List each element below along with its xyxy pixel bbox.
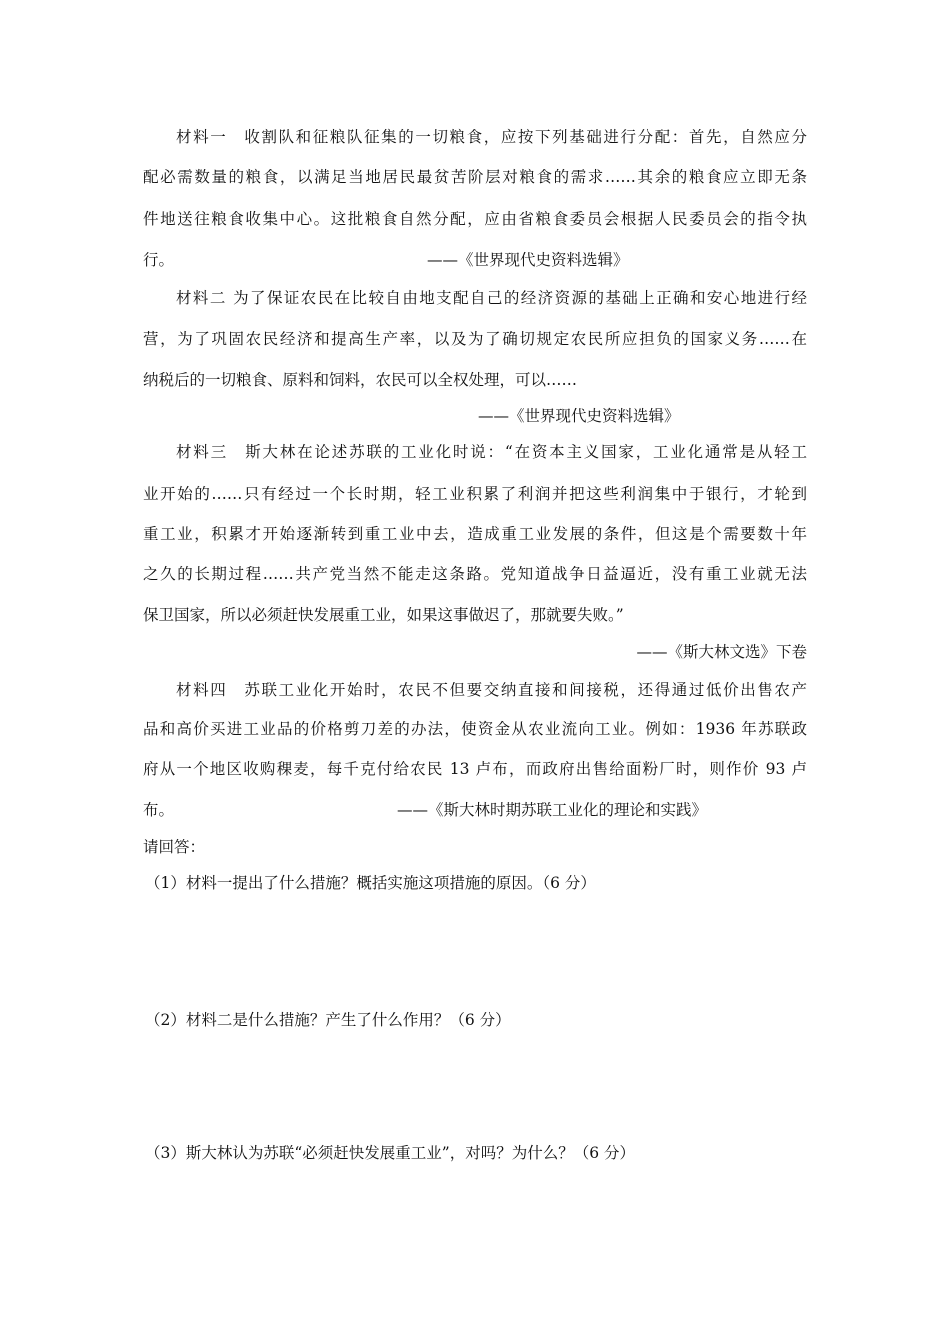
material-2-line-2: 营，为了巩固农民经济和提高生产率，以及为了确切规定农民所应担负的国家义务……在 — [143, 330, 807, 348]
material-4-line-1: 材料四 苏联工业化开始时，农民不但要交纳直接和间接税，还得通过低价出售农产 — [176, 681, 807, 699]
material-4-line-4: 布。 — [143, 801, 175, 819]
material-4-line-3: 府从一个地区收购稞麦，每千克付给农民 13 卢布，而政府出售给面粉厂时，则作价 93 卢 — [143, 760, 807, 778]
material-3-source: ——《斯大林文选》下卷 — [636, 643, 807, 661]
material-4-source: ——《斯大林时期苏联工业化的理论和实践》 — [397, 801, 708, 819]
material-2-line-1: 材料二 为了保证农民在比较自由地支配自己的经济资源的基础上正确和安心地进行经 — [176, 289, 807, 307]
material-4-line-2: 品和高价买进工业品的价格剪刀差的办法，使资金从农业流向工业。例如：1936 年苏联政 — [143, 720, 807, 738]
material-3-line-4: 之久的长期过程……共产党当然不能走这条路。党知道战争日益逼近，没有重工业就无法 — [143, 565, 807, 583]
material-1-line-2: 配必需数量的粮食，以满足当地居民最贫苦阶层对粮食的需求……其余的粮食应立即无条 — [143, 168, 807, 186]
material-2-source: ——《世界现代史资料选辑》 — [478, 407, 680, 425]
material-3-line-5: 保卫国家，所以必须赶快发展重工业，如果这事做迟了，那就要失败。” — [143, 606, 624, 624]
material-3-line-2: 业开始的……只有经过一个长时期，轻工业积累了利润并把这些利润集中于银行，才轮到 — [143, 485, 807, 503]
material-1-line-4: 行。 — [143, 251, 175, 269]
material-1-source: ——《世界现代史资料选辑》 — [427, 251, 629, 269]
question-1: （1）材料一提出了什么措施？概括实施这项措施的原因。（6 分） — [145, 874, 596, 892]
material-3-line-3: 重工业，积累才开始逐渐转到重工业中去，造成重工业发展的条件，但这是个需要数十年 — [143, 525, 807, 543]
question-2: （2）材料二是什么措施？产生了什么作用？（6 分） — [145, 1011, 511, 1029]
material-2-line-3: 纳税后的一切粮食、原料和饲料，农民可以全权处理，可以…… — [143, 371, 578, 389]
material-1-line-1: 材料一 收割队和征粮队征集的一切粮食，应按下列基础进行分配：首先，自然应分 — [176, 128, 807, 146]
material-1-line-3: 件地送往粮食收集中心。这批粮食自然分配，应由省粮食委员会根据人民委员会的指令执 — [143, 210, 807, 228]
material-3-line-1: 材料三 斯大林在论述苏联的工业化时说：“在资本主义国家，工业化通常是从轻工 — [176, 443, 807, 461]
answer-prompt: 请回答： — [143, 838, 206, 856]
question-3: （3）斯大林认为苏联“必须赶快发展重工业”，对吗？为什么？（6 分） — [145, 1144, 636, 1162]
